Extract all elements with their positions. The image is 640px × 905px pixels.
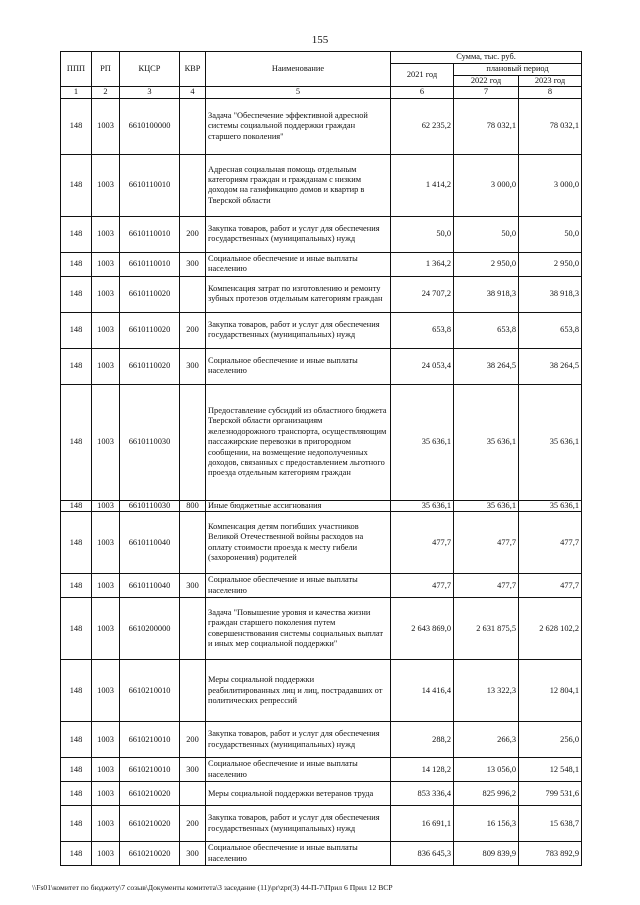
cell-rp: 1003 xyxy=(92,842,120,866)
cell-2021: 24 707,2 xyxy=(391,276,454,312)
table-row xyxy=(61,782,582,806)
header-ppp: ППП xyxy=(61,52,92,87)
cell-2023: 783 892,9 xyxy=(519,842,582,866)
table-row xyxy=(61,312,582,348)
cell-name: Меры социальной поддержки реабилитированных лиц и лиц, пострадавших от политических репрессий xyxy=(206,660,391,722)
cell-name: Социальное обеспечение и иные выплаты населению xyxy=(206,758,391,782)
column-index: 5 xyxy=(206,87,391,98)
table-row xyxy=(61,252,582,276)
header-row xyxy=(61,52,582,64)
cell-ppp: 148 xyxy=(61,252,92,276)
cell-2023: 15 638,7 xyxy=(519,806,582,842)
cell-2021: 1 414,2 xyxy=(391,154,454,216)
cell-rp: 1003 xyxy=(92,660,120,722)
cell-ppp: 148 xyxy=(61,722,92,758)
column-index: 1 xyxy=(61,87,92,98)
cell-kcsr: 6610210010 xyxy=(120,722,180,758)
cell-name: Закупка товаров, работ и услуг для обеспечения государственных (муниципальных) нужд xyxy=(206,722,391,758)
cell-2021: 853 336,4 xyxy=(391,782,454,806)
table-row xyxy=(61,154,582,216)
cell-ppp: 148 xyxy=(61,574,92,598)
header-rp: РП xyxy=(92,52,120,87)
table-row xyxy=(61,500,582,511)
column-index: 7 xyxy=(454,87,519,98)
cell-kvr: 300 xyxy=(180,348,206,384)
cell-name: Адресная социальная помощь отдельным категориям граждан и гражданам с низким доходом на газификацию домов и квартир в Тверской области xyxy=(206,154,391,216)
cell-name: Задача "Повышение уровня и качества жизни граждан старшего поколения путем совершенствования системы социальных выплат и иных мер социальной поддержки" xyxy=(206,598,391,660)
cell-name: Иные бюджетные ассигнования xyxy=(206,500,391,511)
cell-2023: 12 804,1 xyxy=(519,660,582,722)
table-row xyxy=(61,574,582,598)
cell-2023: 653,8 xyxy=(519,312,582,348)
table-row xyxy=(61,276,582,312)
cell-kcsr: 6610110020 xyxy=(120,312,180,348)
cell-2023: 38 264,5 xyxy=(519,348,582,384)
column-index-row xyxy=(61,87,582,98)
cell-2023: 477,7 xyxy=(519,512,582,574)
cell-kvr: 300 xyxy=(180,842,206,866)
cell-2022: 3 000,0 xyxy=(454,154,519,216)
cell-2021: 14 128,2 xyxy=(391,758,454,782)
cell-rp: 1003 xyxy=(92,782,120,806)
cell-name: Закупка товаров, работ и услуг для обеспечения государственных (муниципальных) нужд xyxy=(206,216,391,252)
cell-kcsr: 6610110010 xyxy=(120,252,180,276)
cell-name: Социальное обеспечение и иные выплаты населению xyxy=(206,574,391,598)
table-row xyxy=(61,660,582,722)
cell-2022: 35 636,1 xyxy=(454,500,519,511)
cell-kcsr: 6610210010 xyxy=(120,758,180,782)
cell-2022: 38 264,5 xyxy=(454,348,519,384)
cell-ppp: 148 xyxy=(61,154,92,216)
cell-2022: 38 918,3 xyxy=(454,276,519,312)
cell-kvr: 300 xyxy=(180,758,206,782)
header-kvr: КВР xyxy=(180,52,206,87)
header-sum: Сумма, тыс. руб. xyxy=(391,52,582,64)
cell-kvr xyxy=(180,154,206,216)
cell-rp: 1003 xyxy=(92,98,120,154)
cell-kvr: 300 xyxy=(180,252,206,276)
cell-2022: 13 322,3 xyxy=(454,660,519,722)
cell-2021: 24 053,4 xyxy=(391,348,454,384)
cell-kvr xyxy=(180,782,206,806)
cell-kcsr: 6610110030 xyxy=(120,384,180,500)
cell-kcsr: 6610110020 xyxy=(120,348,180,384)
cell-ppp: 148 xyxy=(61,348,92,384)
table-row xyxy=(61,758,582,782)
cell-rp: 1003 xyxy=(92,384,120,500)
cell-kvr: 200 xyxy=(180,722,206,758)
cell-kcsr: 6610210020 xyxy=(120,806,180,842)
cell-ppp: 148 xyxy=(61,512,92,574)
cell-2021: 2 643 869,0 xyxy=(391,598,454,660)
cell-rp: 1003 xyxy=(92,758,120,782)
cell-name: Компенсация затрат по изготовлению и ремонту зубных протезов отдельным категориям граждан xyxy=(206,276,391,312)
cell-kvr xyxy=(180,660,206,722)
cell-2023: 2 950,0 xyxy=(519,252,582,276)
cell-kvr xyxy=(180,598,206,660)
cell-2023: 78 032,1 xyxy=(519,98,582,154)
cell-kcsr: 6610100000 xyxy=(120,98,180,154)
cell-ppp: 148 xyxy=(61,782,92,806)
cell-2023: 2 628 102,2 xyxy=(519,598,582,660)
cell-kvr xyxy=(180,384,206,500)
cell-rp: 1003 xyxy=(92,154,120,216)
table-row xyxy=(61,348,582,384)
cell-2023: 35 636,1 xyxy=(519,500,582,511)
cell-kcsr: 6610110010 xyxy=(120,216,180,252)
table-row xyxy=(61,384,582,500)
cell-2021: 477,7 xyxy=(391,512,454,574)
cell-2023: 477,7 xyxy=(519,574,582,598)
cell-2022: 78 032,1 xyxy=(454,98,519,154)
cell-2021: 50,0 xyxy=(391,216,454,252)
cell-kvr xyxy=(180,98,206,154)
cell-ppp: 148 xyxy=(61,276,92,312)
cell-kvr: 800 xyxy=(180,500,206,511)
cell-kvr: 200 xyxy=(180,312,206,348)
cell-2023: 256,0 xyxy=(519,722,582,758)
cell-ppp: 148 xyxy=(61,98,92,154)
cell-name: Социальное обеспечение и иные выплаты населению xyxy=(206,252,391,276)
column-index: 4 xyxy=(180,87,206,98)
cell-2021: 477,7 xyxy=(391,574,454,598)
cell-2022: 50,0 xyxy=(454,216,519,252)
table-row xyxy=(61,512,582,574)
cell-ppp: 148 xyxy=(61,758,92,782)
cell-2023: 35 636,1 xyxy=(519,384,582,500)
cell-2021: 16 691,1 xyxy=(391,806,454,842)
cell-name: Закупка товаров, работ и услуг для обеспечения государственных (муниципальных) нужд xyxy=(206,806,391,842)
cell-2021: 836 645,3 xyxy=(391,842,454,866)
cell-rp: 1003 xyxy=(92,216,120,252)
cell-kvr: 200 xyxy=(180,216,206,252)
header-plan-period: плановый период xyxy=(454,64,582,76)
cell-rp: 1003 xyxy=(92,348,120,384)
cell-kvr: 300 xyxy=(180,574,206,598)
cell-ppp: 148 xyxy=(61,216,92,252)
cell-rp: 1003 xyxy=(92,252,120,276)
cell-ppp: 148 xyxy=(61,598,92,660)
cell-kcsr: 6610110030 xyxy=(120,500,180,511)
header-kcsr: КЦСР xyxy=(120,52,180,87)
cell-ppp: 148 xyxy=(61,384,92,500)
cell-2022: 2 631 875,5 xyxy=(454,598,519,660)
cell-kvr: 200 xyxy=(180,806,206,842)
cell-rp: 1003 xyxy=(92,722,120,758)
column-index: 2 xyxy=(92,87,120,98)
cell-kcsr: 6610210010 xyxy=(120,660,180,722)
table-row xyxy=(61,98,582,154)
cell-ppp: 148 xyxy=(61,312,92,348)
cell-rp: 1003 xyxy=(92,574,120,598)
cell-ppp: 148 xyxy=(61,842,92,866)
cell-name: Социальное обеспечение и иные выплаты населению xyxy=(206,842,391,866)
cell-kcsr: 6610110040 xyxy=(120,512,180,574)
cell-2022: 2 950,0 xyxy=(454,252,519,276)
cell-2021: 35 636,1 xyxy=(391,500,454,511)
cell-2022: 35 636,1 xyxy=(454,384,519,500)
cell-name: Закупка товаров, работ и услуг для обеспечения государственных (муниципальных) нужд xyxy=(206,312,391,348)
table-row xyxy=(61,722,582,758)
cell-kcsr: 6610210020 xyxy=(120,782,180,806)
cell-name: Меры социальной поддержки ветеранов труда xyxy=(206,782,391,806)
cell-name: Задача "Обеспечение эффективной адресной системы социальной поддержки граждан старшего поколения" xyxy=(206,98,391,154)
cell-2022: 16 156,3 xyxy=(454,806,519,842)
cell-ppp: 148 xyxy=(61,500,92,511)
cell-2022: 477,7 xyxy=(454,512,519,574)
cell-kcsr: 6610210020 xyxy=(120,842,180,866)
cell-kcsr: 6610110020 xyxy=(120,276,180,312)
cell-rp: 1003 xyxy=(92,500,120,511)
column-index: 6 xyxy=(391,87,454,98)
column-index: 3 xyxy=(120,87,180,98)
column-index: 8 xyxy=(519,87,582,98)
cell-2021: 1 364,2 xyxy=(391,252,454,276)
cell-name: Предоставление субсидий из областного бюджета Тверской области организациям железнодорожного транспорта, осуществляющим пассажирские перевозки в пригородном сообщении, на возмещение недополученных доходов, связанных с предоставлением льготного проезда отдельным категориям граждан xyxy=(206,384,391,500)
cell-2023: 799 531,6 xyxy=(519,782,582,806)
cell-rp: 1003 xyxy=(92,512,120,574)
cell-kcsr: 6610110010 xyxy=(120,154,180,216)
table-row xyxy=(61,806,582,842)
cell-ppp: 148 xyxy=(61,806,92,842)
cell-2022: 653,8 xyxy=(454,312,519,348)
cell-name: Компенсация детям погибших участников Великой Отечественной войны расходов на оплату стоимости проезда к месту гибели (захоронения) родителей xyxy=(206,512,391,574)
header-year-2021: 2021 год xyxy=(391,64,454,87)
cell-2021: 653,8 xyxy=(391,312,454,348)
cell-kcsr: 6610200000 xyxy=(120,598,180,660)
cell-2022: 13 056,0 xyxy=(454,758,519,782)
cell-2023: 3 000,0 xyxy=(519,154,582,216)
cell-ppp: 148 xyxy=(61,660,92,722)
table-row xyxy=(61,842,582,866)
cell-kvr xyxy=(180,512,206,574)
cell-2023: 38 918,3 xyxy=(519,276,582,312)
cell-2023: 12 548,1 xyxy=(519,758,582,782)
cell-2022: 825 996,2 xyxy=(454,782,519,806)
cell-rp: 1003 xyxy=(92,806,120,842)
header-year-2022: 2022 год xyxy=(454,76,519,87)
cell-2022: 809 839,9 xyxy=(454,842,519,866)
cell-2023: 50,0 xyxy=(519,216,582,252)
cell-rp: 1003 xyxy=(92,598,120,660)
table-row xyxy=(61,598,582,660)
cell-2021: 288,2 xyxy=(391,722,454,758)
table-row xyxy=(61,216,582,252)
cell-2021: 35 636,1 xyxy=(391,384,454,500)
cell-rp: 1003 xyxy=(92,312,120,348)
cell-kvr xyxy=(180,276,206,312)
cell-2021: 14 416,4 xyxy=(391,660,454,722)
header-year-2023: 2023 год xyxy=(519,76,582,87)
file-path-footer: \\Fs01\комитет по бюджету\7 созыв\Документы комитета\3 заседание (11)\pr\zpr(3) 44-П-7\Прил 6 Прил 12 ВСР xyxy=(32,883,393,892)
cell-2022: 477,7 xyxy=(454,574,519,598)
cell-rp: 1003 xyxy=(92,276,120,312)
header-name: Наименование xyxy=(206,52,391,87)
cell-name: Социальное обеспечение и иные выплаты населению xyxy=(206,348,391,384)
cell-2022: 266,3 xyxy=(454,722,519,758)
cell-2021: 62 235,2 xyxy=(391,98,454,154)
cell-kcsr: 6610110040 xyxy=(120,574,180,598)
page-number: 155 xyxy=(311,34,329,46)
budget-table xyxy=(60,51,582,866)
